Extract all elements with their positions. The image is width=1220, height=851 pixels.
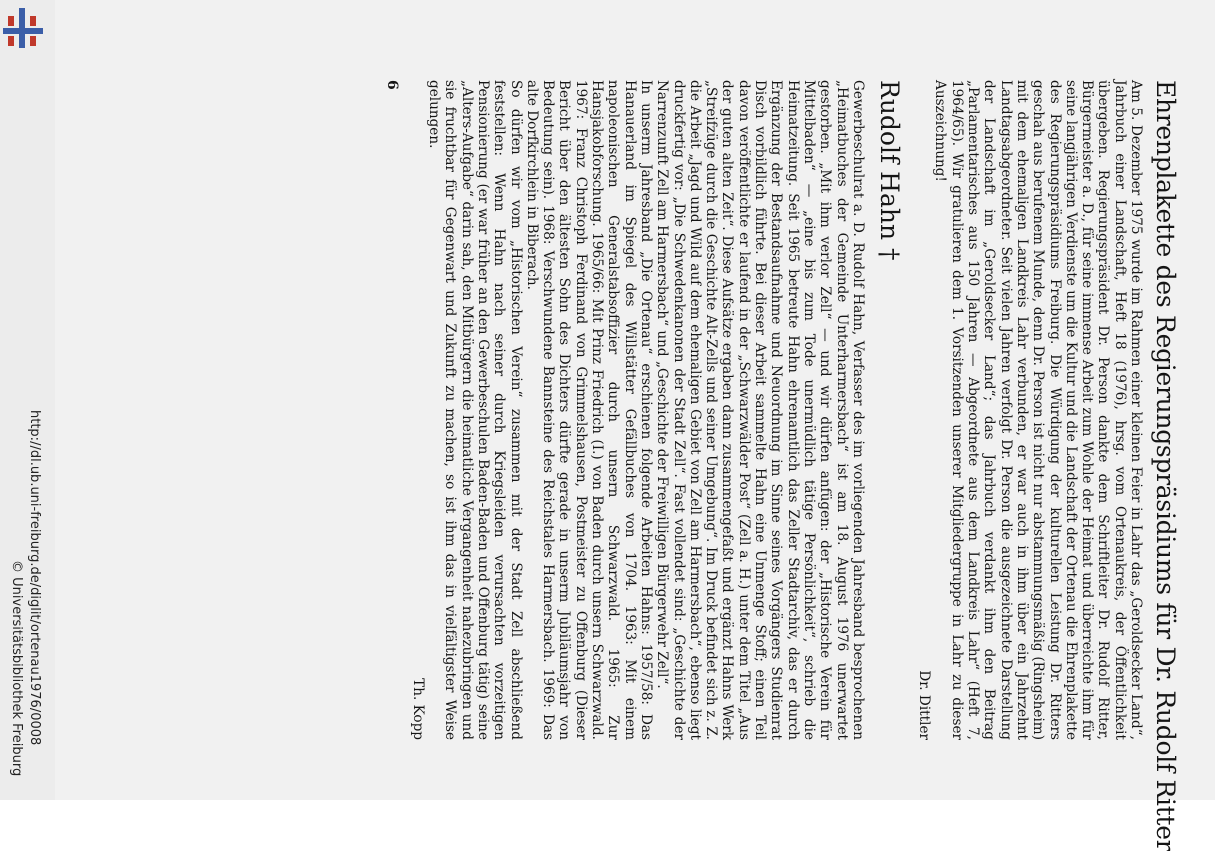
signature-kopp: Th. Kopp — [409, 678, 426, 740]
article-paragraph-3: So dürfen wir vom „Historischen Verein“ zusammen mit der Stadt Zell abschließend feststellen: Wenn Hahn nach seiner durch Kriegsleiden verursachten vorzeitigen Pensionierung (er war früher an den Gewerbeschulen Baden-Baden und Offenburg tätig) seine „Alters-Aufgabe“ darin sah, den Mitbürgern die heimatliche Vergangenheit nahezubringen und sie fruchtbar für Gegenwart und Zukunft zu machen, so ist ihm das in vielfältigster Weise gelungen. — [426, 80, 524, 740]
article-paragraph-1: Gewerbeschulrat a. D. Rudolf Hahn, Verfasser des im vorliegenden Jahresband besprochenen „Heimatbuches der Gemeinde Unterharmersbach“ ist am 18. August 1976 unerwartet gestorben. „Mit ihm verlor Zell“ — und wir dürfen anfügen: der „Historische Verein für Mittelbaden“ — „eine bis zum Tode unermüdlich tätige Persönlichkeit“, schrieb die Heimatzeitung. Seit 1965 betreute Hahn ehrenamtlich das Zeller Stadtarchiv, das er durch Ergänzung der Bestandsaufnahme und Neuordnung im Sinne seines Vorgängers Studienrat Disch vorbildlich führte. Bei dieser Arbeit sammelte Hahn eine Unmenge Stoff; einen Teil davon veröffentlichte er laufend in der „Schwarzwälder Post“ (Zell a. H.) unter dem Titel „Aus der guten alten Zeit“. Diese Aufsätze ergaben dann zusammengefaßt und ergänzt Hahns Werk „Streifzüge durch die Geschichte Alt-Zells und seiner Umgebung“. Im Druck befindet sich z. Z. die Arbeit „Jagd und Wild auf dem ehemaligen Gebiet von Zell am Harmersbach“, ebenso liegt druckfertig vor: „Die Schwedenkanonen der Stadt Zell“. Fast vollendet sind: „Geschichte der Narrenzunft Zell am Harmersbach“ und „Geschichte der Freiwilligen Bürgerwehr Zell“. — [654, 80, 866, 740]
viewer-sidebar — [0, 0, 55, 800]
page-content — [220, 80, 1180, 851]
document-url[interactable]: http://dl.ub.uni-freiburg.de/diglit/ortenau1976/0008 — [27, 410, 42, 746]
article-body-ritter: Am 5. Dezember 1975 wurde im Rahmen einer kleinen Feier in Lahr das „Geroldsecker Land“, Jahrbuch einer Landschaft, Heft 18 (1976), hrsg. vom Ortenaukreis, der Öffentlichkeit übergeben. Regierungspräsident Dr. Person dankte dem Schriftleiter Dr. Rudolf Ritter, Bürgermeister a. D., für seine immense Arbeit zum Wohle der Heimat und überreichte ihm für seine langjährigen Verdienste um die Kultur und die Landschaft der Ortenau die Ehrenplakette des Regierungspräsidiums Freiburg. Die Würdigung der kulturellen Leistung Dr. Ritters geschah aus berufenem Munde, denn Dr. Person ist nicht nur abstammungsmäßig (Ringsheim) mit dem ehemaligen Landkreis Lahr verbunden, er war auch in ihm über ein Jahrzehnt Landtagsabgeordneter. Seit vielen Jahren verfolgt Dr. Person die ausgezeichnete Darstellung der Landschaft im „Geroldsecker Land“; das Jahrbuch verdankt ihm den Beitrag „Parlamentarisches aus 150 Jahren — Abgeordnete aus dem Landkreis Lahr“ (Heft 7, 1964/65). Wir gratulieren dem 1. Vorsitzenden unserer Mitgliedergruppe in Lahr zu dieser Auszeichnung! — [932, 80, 1144, 740]
page-edge — [1215, 0, 1220, 800]
article-paragraph-2: In unserm Jahresband „Die Ortenau“ erschienen folgende Arbeiten Hahns: 1957/58: Das Hanauerland im Spiegel des Willstätter Gefällbuches von 1704. 1963: Mit einem napoleonischen Generalstabsoffizier durch unsern Schwarzwald. 1965: Zur Hansjakobforschung. 1965/66: Mit Prinz Friedrich (I.) von Baden durch unsern Schwarzwald. 1967: Franz Christoph Ferdinand von Grimmelshausen, Postmeister zu Offenburg (Dieser Bericht über den ältesten Sohn des Dichters dürfte gerade in unserm Jubiläumsjahr von Bedeutung sein). 1968: Verschwundene Bannsteine des Reichstales Harmersbach. 1969: Das alte Dorfkirchlein in Biberach. — [523, 80, 654, 740]
page-number: 6 — [383, 80, 400, 90]
article-title-hahn: Rudolf Hahn † — [874, 80, 904, 261]
article-title-ritter: Ehrenplakette des Regierungspräsidiums für Dr. Rudolf Ritter — [1151, 80, 1180, 851]
signature-dittler: Dr. Dittler — [916, 670, 933, 740]
university-logo-icon — [0, 0, 55, 60]
scanned-page — [55, 0, 1215, 851]
copyright-notice: © Universitätsbibliothek Freiburg — [9, 560, 24, 777]
